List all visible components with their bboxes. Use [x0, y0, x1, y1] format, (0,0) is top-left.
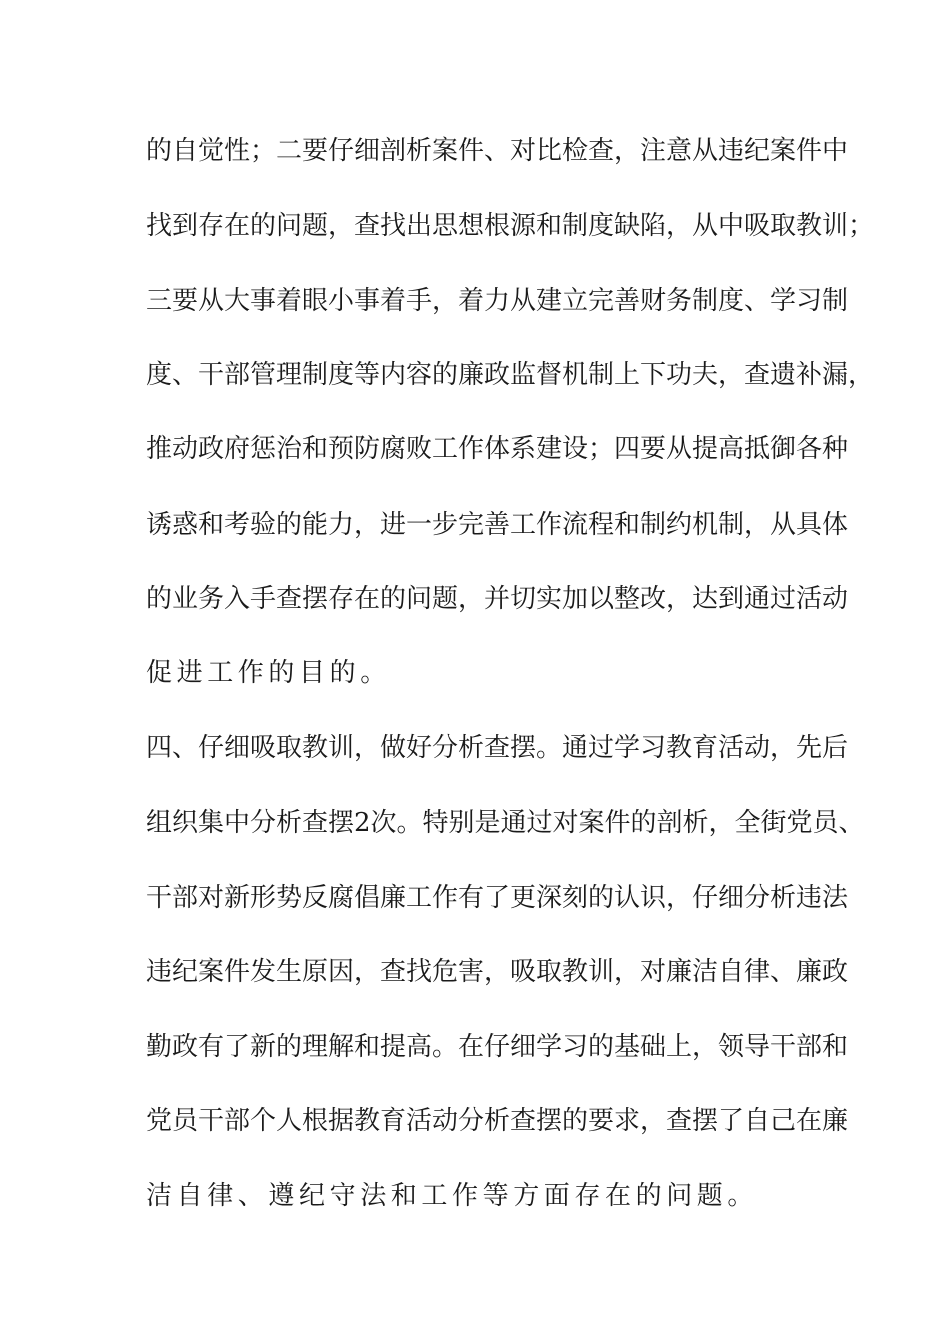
text-line: 干部对新形势反腐倡廉工作有了更深刻的认识，仔细分析违法	[146, 883, 849, 913]
text-line: 的业务入手查摆存在的问题，并切实加以整改，达到通过活动	[146, 584, 849, 614]
text-line: 促进工作的目的。	[146, 658, 391, 688]
text-line: 违纪案件发生原因，查找危害，吸取教训，对廉洁自律、廉政	[146, 957, 849, 987]
text-line: 度、干部管理制度等内容的廉政监督机制上下功夫，查遗补漏，	[146, 360, 875, 390]
text-line: 组织集中分析查摆2次。特别是通过对案件的剖析，全街党员、	[146, 808, 865, 838]
text-line: 推动政府惩治和预防腐败工作体系建设；四要从提高抵御各种	[146, 434, 849, 464]
text-line: 三要从大事着眼小事着手，着力从建立完善财务制度、学习制	[146, 286, 849, 316]
text-line: 找到存在的问题，查找出思想根源和制度缺陷，从中吸取教训；	[146, 211, 875, 241]
text-line: 诱惑和考验的能力，进一步完善工作流程和制约机制，从具体	[146, 510, 849, 540]
text-line: 四、仔细吸取教训，做好分析查摆。通过学习教育活动，先后	[146, 733, 849, 763]
text-line: 党员干部个人根据教育活动分析查摆的要求，查摆了自己在廉	[146, 1106, 849, 1136]
text-line: 勤政有了新的理解和提高。在仔细学习的基础上，领导干部和	[146, 1032, 849, 1062]
text-line: 洁自律、遵纪守法和工作等方面存在的问题。	[146, 1181, 759, 1211]
text-line: 的自觉性；二要仔细剖析案件、对比检查，注意从违纪案件中	[146, 136, 849, 166]
